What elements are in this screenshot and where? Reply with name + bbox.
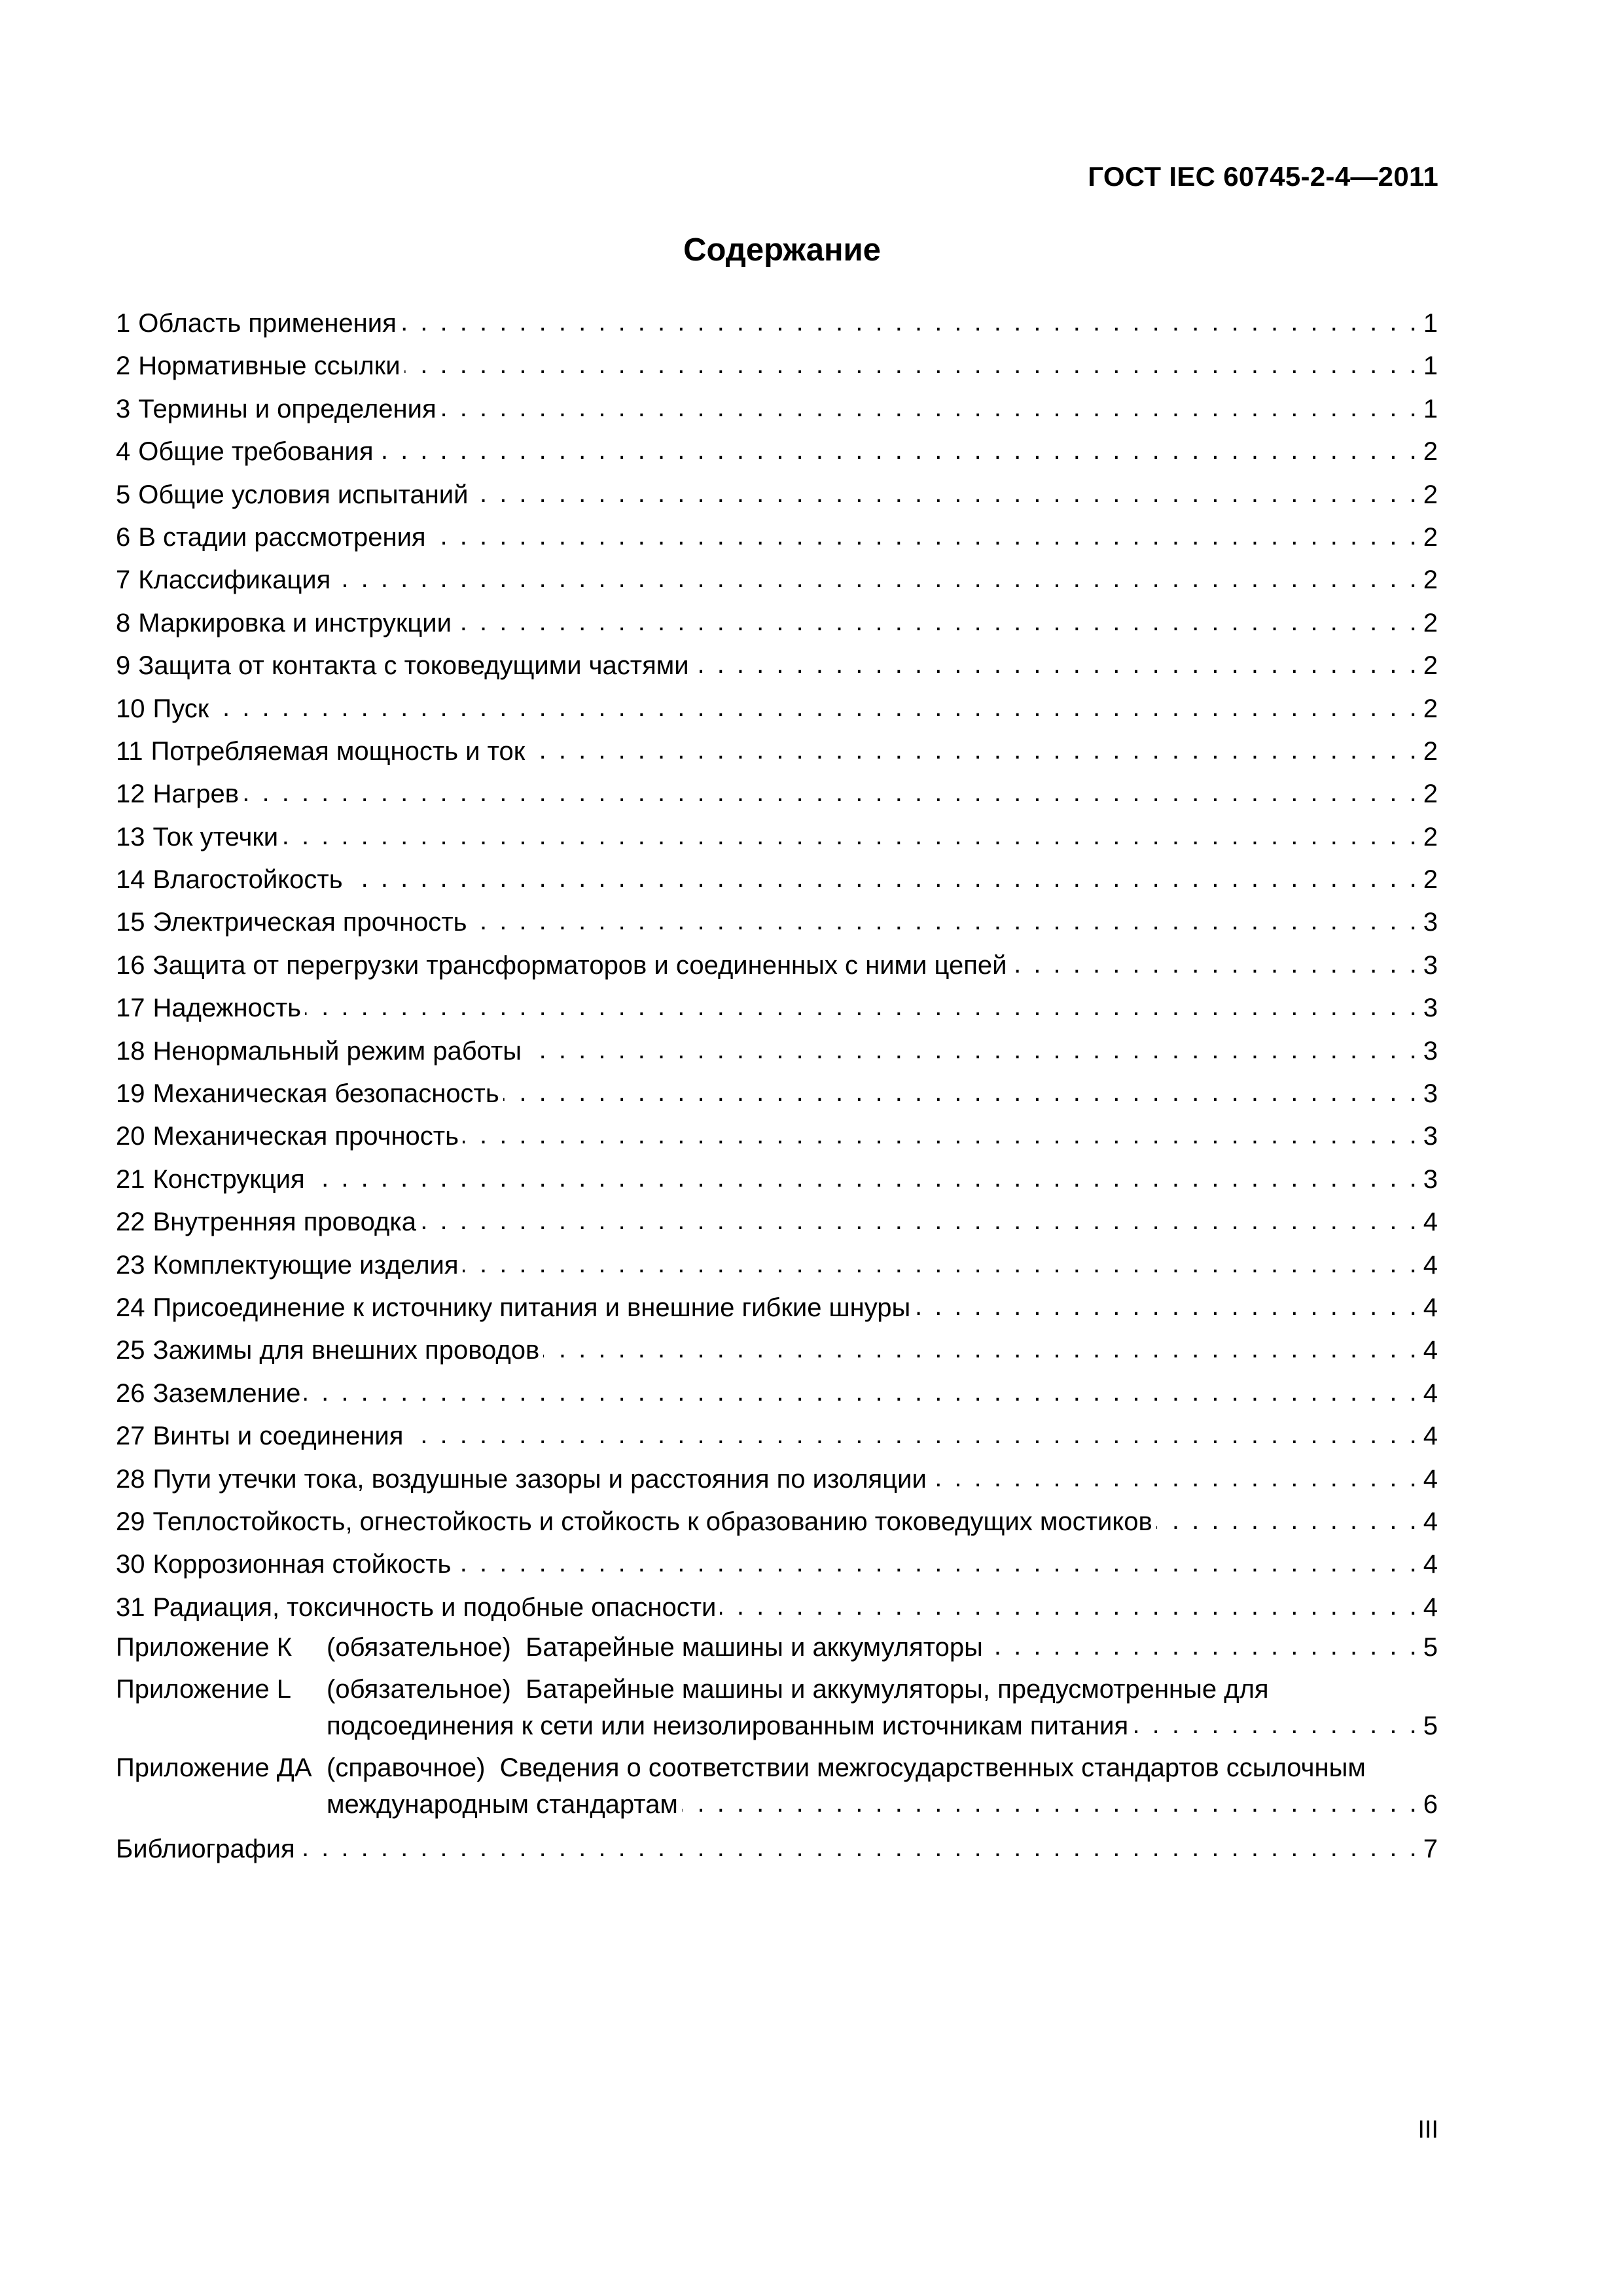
toc-entry-page: 3 (1423, 1079, 1438, 1109)
toc-entry-title: Библиография (116, 1835, 295, 1864)
dot-leader (463, 1128, 1419, 1158)
toc-entry[interactable] (116, 1329, 1438, 1372)
toc-entry-title: Нормативные ссылки (138, 351, 401, 381)
toc-entry[interactable] (116, 645, 1438, 687)
toc-entry-title: Классификация (138, 565, 331, 595)
toc-entry[interactable] (116, 944, 1438, 987)
annex-status: (справочное) (327, 1753, 486, 1783)
dot-leader (526, 1043, 1419, 1073)
toc-entry-page: 4 (1423, 1293, 1438, 1322)
toc-entry-number: 6 (116, 522, 131, 552)
toc-entry[interactable] (116, 302, 1438, 345)
toc-entry-page: 1 (1423, 394, 1438, 423)
toc-entry-page: 3 (1423, 1122, 1438, 1151)
toc-entry[interactable] (116, 773, 1438, 816)
dot-leader (1156, 1513, 1419, 1543)
toc-entry-number: 25 (116, 1336, 145, 1365)
toc-entry-page: 4 (1423, 1464, 1438, 1494)
toc-entry[interactable] (116, 1115, 1438, 1158)
toc-entry-number: 29 (116, 1507, 145, 1536)
dot-leader (304, 1385, 1419, 1415)
dot-leader (455, 1556, 1419, 1587)
toc-entry-title: Нагрев (152, 780, 239, 809)
toc-entry-page: 4 (1423, 1422, 1438, 1451)
toc-entry-page: 2 (1423, 522, 1438, 552)
toc-entry-number: 14 (116, 865, 145, 895)
toc-entry[interactable] (116, 1244, 1438, 1287)
dot-leader (693, 658, 1419, 688)
toc-entry-number: 5 (116, 480, 131, 509)
toc-entry-title: Термины и определения (138, 394, 437, 423)
annex-label: Приложение ДА (116, 1753, 312, 1783)
toc-entry-number: 23 (116, 1250, 145, 1280)
toc-entry-number: 4 (116, 437, 131, 467)
toc-entry-number: 21 (116, 1164, 145, 1194)
toc-entry-page: 3 (1423, 1036, 1438, 1066)
dot-leader (334, 572, 1419, 602)
toc-entry-title: Маркировка и инструкции (138, 608, 452, 637)
toc-entry[interactable] (116, 516, 1438, 559)
dot-leader (473, 486, 1419, 516)
dot-leader (682, 1794, 1419, 1823)
toc-entry-page: 3 (1423, 1164, 1438, 1194)
toc-entry-number: 27 (116, 1422, 145, 1451)
toc-entry-title: Защита от перегрузки трансформаторов и соединенных с ними цепей (152, 950, 1007, 980)
toc-entry-number: 17 (116, 994, 145, 1023)
dot-leader (1010, 957, 1419, 987)
toc-entry[interactable] (116, 901, 1438, 944)
dot-leader (1132, 1715, 1419, 1744)
toc-entry-title: Зажимы для внешних проводов (152, 1336, 540, 1365)
toc-entry-title: Механическая безопасность (152, 1079, 499, 1109)
toc-entry-number: 26 (116, 1378, 145, 1408)
dot-leader (378, 444, 1419, 474)
dot-leader (407, 1428, 1419, 1458)
toc-entry-bibliography[interactable] (116, 1828, 1438, 1871)
dot-leader (404, 358, 1419, 388)
dot-leader (471, 914, 1419, 944)
toc-entry-number: 28 (116, 1464, 145, 1494)
toc-entry[interactable] (116, 602, 1438, 645)
toc-entry-page: 1 (1423, 308, 1438, 338)
toc-entry-number: 11 (116, 736, 143, 766)
toc-entry-page: 2 (1423, 651, 1438, 681)
dot-leader (299, 1841, 1419, 1871)
toc-entry-page: 2 (1423, 565, 1438, 595)
annex-body (327, 1629, 1438, 1666)
toc-sections (116, 302, 1438, 1629)
dot-leader (529, 743, 1419, 773)
toc-entry-page: 2 (1423, 480, 1438, 509)
toc-entry-page: 4 (1423, 1550, 1438, 1579)
toc-entry[interactable] (116, 1287, 1438, 1329)
toc-entry[interactable] (116, 1543, 1438, 1586)
toc-entry-number: 13 (116, 822, 145, 852)
dot-leader (455, 615, 1419, 645)
toc-entry-title: Конструкция (152, 1164, 305, 1194)
toc-annex-entry[interactable] (116, 1629, 1438, 1666)
toc-entry-title: Заземление (152, 1378, 301, 1408)
annex-body (327, 1749, 1438, 1823)
dot-leader (543, 1342, 1419, 1372)
toc-entry-number: 12 (116, 780, 145, 809)
toc-entry[interactable] (116, 688, 1438, 730)
toc-entry-number: 30 (116, 1550, 145, 1579)
toc-entry[interactable] (116, 987, 1438, 1030)
dot-leader (213, 700, 1419, 730)
toc-entry-number: 8 (116, 608, 131, 637)
toc-entry-title: Винты и соединения (152, 1422, 404, 1451)
toc-entry-title: Область применения (138, 308, 397, 338)
toc-entry-page: 4 (1423, 1378, 1438, 1408)
toc-entry-page: 6 (1423, 1790, 1438, 1820)
toc-entry-title: Ненормальный режим работы (152, 1036, 522, 1066)
annex-title-line: Сведения о соответствии межгосударственных стандартов ссылочным (499, 1753, 1366, 1783)
toc-entry[interactable] (116, 816, 1438, 859)
toc-annex-entry[interactable] (116, 1671, 1438, 1744)
toc-entry-page: 5 (1423, 1712, 1438, 1741)
toc-entry-title: Потребляемая мощность и ток (151, 736, 526, 766)
toc-entry-page: 3 (1423, 994, 1438, 1023)
toc-entry-page: 2 (1423, 608, 1438, 637)
toc-entry-number: 20 (116, 1122, 145, 1151)
toc-entry[interactable] (116, 1073, 1438, 1115)
toc-entry-title: Пути утечки тока, воздушные зазоры и расстояния по изоляции (152, 1464, 927, 1494)
dot-leader (430, 529, 1419, 559)
toc-entry-title: Влагостойкость (152, 865, 343, 895)
toc-entry-number: 15 (116, 908, 145, 937)
toc-entry-page: 3 (1423, 950, 1438, 980)
toc-entry-title: Коррозионная стойкость (152, 1550, 452, 1579)
dot-leader (243, 786, 1419, 816)
toc-entry[interactable] (116, 1415, 1438, 1458)
annex-status: (обязательное) (327, 1675, 511, 1704)
toc-entry-page: 4 (1423, 1250, 1438, 1280)
toc-entry-title: Надежность (152, 994, 302, 1023)
toc-entry[interactable] (116, 1501, 1438, 1543)
toc-entry-title: Присоединение к источнику питания и внешние гибкие шнуры (152, 1293, 911, 1322)
toc-entry[interactable] (116, 388, 1438, 431)
dot-leader (987, 1637, 1419, 1666)
annex-body (327, 1671, 1438, 1744)
toc-entry-page: 2 (1423, 822, 1438, 852)
toc-entry[interactable] (116, 345, 1438, 387)
dot-leader (931, 1471, 1419, 1501)
dot-leader (914, 1299, 1419, 1329)
toc-entry-number: 9 (116, 651, 131, 681)
toc-entry-title: Механическая прочность (152, 1122, 459, 1151)
toc-entry-page: 4 (1423, 1592, 1438, 1622)
toc-entry[interactable] (116, 1030, 1438, 1073)
toc-entry-number: 7 (116, 565, 131, 595)
toc-entry-title: Внутренняя проводка (152, 1208, 416, 1237)
toc-entry[interactable] (116, 1372, 1438, 1415)
toc-annex-entry[interactable] (116, 1749, 1438, 1823)
toc-entry-title: Теплостойкость, огнестойкость и стойкость к образованию токоведущих мостиков (152, 1507, 1152, 1536)
annex-title-line: международным стандартам (327, 1790, 678, 1820)
toc-entry[interactable] (116, 474, 1438, 516)
toc-entry-number: 16 (116, 950, 145, 980)
toc-entry-page: 2 (1423, 694, 1438, 723)
toc-entry-title: В стадии рассмотрения (138, 522, 426, 552)
table-of-contents (116, 302, 1438, 1871)
toc-entry-title: Ток утечки (152, 822, 279, 852)
dot-leader (309, 1171, 1419, 1201)
toc-entry-page: 2 (1423, 865, 1438, 895)
toc-entry[interactable] (116, 559, 1438, 601)
toc-entry-page: 2 (1423, 437, 1438, 467)
toc-entry[interactable] (116, 431, 1438, 473)
toc-entry-number: 10 (116, 694, 145, 723)
toc-entry-page: 4 (1423, 1208, 1438, 1237)
toc-entry-number: 24 (116, 1293, 145, 1322)
toc-entry-number: 22 (116, 1208, 145, 1237)
dot-leader (463, 1257, 1419, 1287)
annex-title-line: подсоединения к сети или неизолированным источникам питания (327, 1712, 1129, 1741)
toc-entry[interactable] (116, 1158, 1438, 1201)
toc-entry-page: 2 (1423, 736, 1438, 766)
toc-entry-page: 4 (1423, 1507, 1438, 1536)
toc-entry-number: 3 (116, 394, 131, 423)
dot-leader (282, 829, 1419, 859)
toc-entry[interactable] (116, 1587, 1438, 1629)
toc-entry-page: 1 (1423, 351, 1438, 381)
toc-title: Содержание (683, 232, 881, 268)
toc-entry-page: 5 (1423, 1633, 1438, 1662)
toc-entry-title: Электрическая прочность (152, 908, 467, 937)
annex-status: (обязательное) (327, 1633, 511, 1662)
toc-entry[interactable] (116, 1201, 1438, 1244)
toc-entry[interactable] (116, 1458, 1438, 1501)
page-number: III (1418, 2116, 1438, 2144)
annex-label: Приложение L (116, 1675, 291, 1704)
dot-leader (440, 401, 1419, 431)
toc-entry-title: Радиация, токсичность и подобные опасности (152, 1592, 717, 1622)
document-code: ГОСТ IEC 60745-2-4—2011 (1088, 161, 1438, 192)
annex-label: Приложение К (116, 1633, 293, 1662)
toc-entry-title: Комплектующие изделия (152, 1250, 459, 1280)
dot-leader (347, 871, 1419, 901)
toc-entry-page: 3 (1423, 908, 1438, 937)
toc-entry-number: 31 (116, 1592, 145, 1622)
toc-entry-number: 2 (116, 351, 131, 381)
toc-entry-number: 19 (116, 1079, 145, 1109)
toc-entry-number: 1 (116, 308, 131, 338)
toc-entry-number: 18 (116, 1036, 145, 1066)
toc-entry-title: Пуск (152, 694, 209, 723)
toc-entry-title: Общие условия испытаний (138, 480, 469, 509)
dot-leader (720, 1599, 1419, 1629)
toc-entry[interactable] (116, 859, 1438, 901)
toc-entry-title: Защита от контакта с токоведущими частями (138, 651, 689, 681)
dot-leader (503, 1085, 1419, 1115)
toc-annexes (116, 1629, 1438, 1823)
dot-leader (420, 1214, 1419, 1244)
toc-entry-page: 7 (1423, 1835, 1438, 1864)
toc-entry-page: 2 (1423, 780, 1438, 809)
dot-leader (305, 1000, 1419, 1030)
toc-entry-page: 4 (1423, 1336, 1438, 1365)
annex-title-line: Батарейные машины и аккумуляторы, предусмотренные для (526, 1675, 1269, 1704)
toc-entry[interactable] (116, 730, 1438, 773)
toc-entry-title: Общие требования (138, 437, 374, 467)
annex-title-line: Батарейные машины и аккумуляторы (526, 1633, 983, 1662)
dot-leader (401, 315, 1419, 345)
